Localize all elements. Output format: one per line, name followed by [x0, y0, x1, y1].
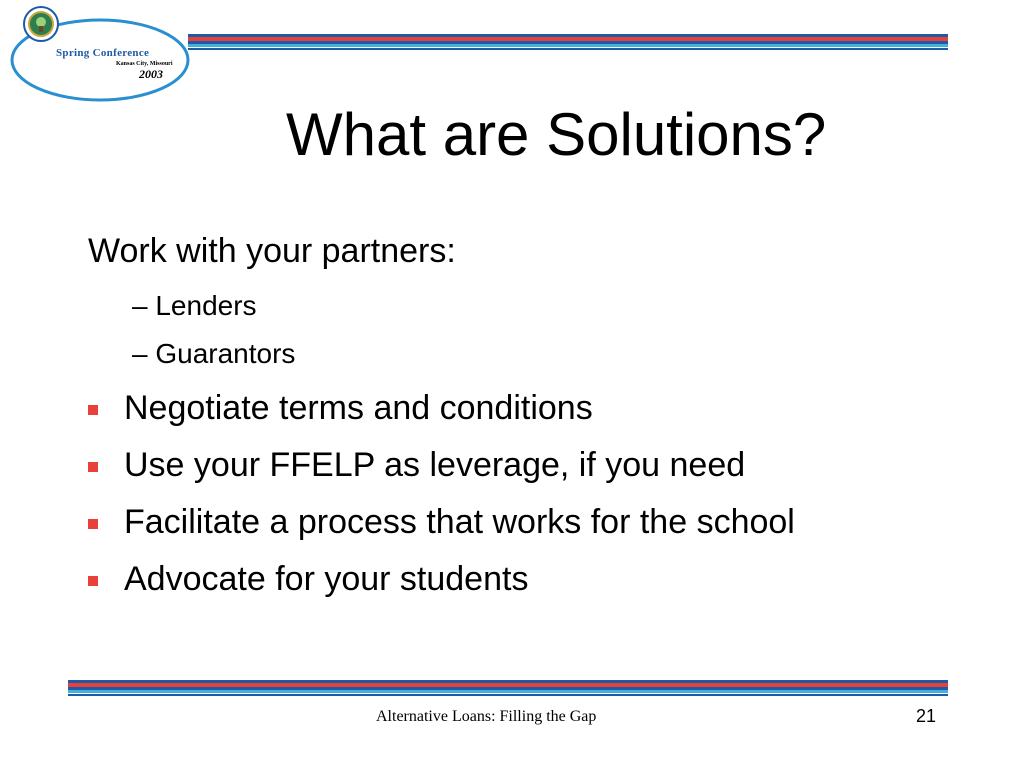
logo-location: Kansas City, Missouri	[116, 61, 173, 67]
top-divider	[188, 34, 948, 50]
bullet-item	[88, 389, 593, 428]
logo-year: 2003	[139, 67, 163, 81]
square-bullet-icon	[88, 462, 98, 472]
slide-title: What are Solutions?	[286, 101, 827, 168]
logo-title: Spring Conference	[56, 47, 150, 59]
bullet-text: Facilitate a process that works for the school	[124, 503, 795, 541]
sub-item-guarantors: – Guarantors	[132, 338, 296, 369]
spring-conference-logo	[4, 2, 194, 104]
page-number: 21	[916, 706, 937, 726]
bullet-text: Use your FFELP as leverage, if you need	[124, 446, 746, 484]
bullet-item	[88, 503, 795, 542]
bullet-item	[88, 560, 528, 599]
bullet-text: Negotiate terms and conditions	[124, 389, 593, 427]
bullet-text: Advocate for your students	[124, 560, 529, 598]
square-bullet-icon	[88, 576, 98, 586]
square-bullet-icon	[88, 519, 98, 529]
bottom-divider	[68, 680, 948, 696]
lead-text: Work with your partners:	[88, 232, 456, 270]
square-bullet-icon	[88, 405, 98, 415]
bullet-item	[88, 446, 745, 485]
footer-text: Alternative Loans: Filling the Gap	[376, 708, 597, 725]
sub-item-lenders: – Lenders	[132, 290, 257, 321]
